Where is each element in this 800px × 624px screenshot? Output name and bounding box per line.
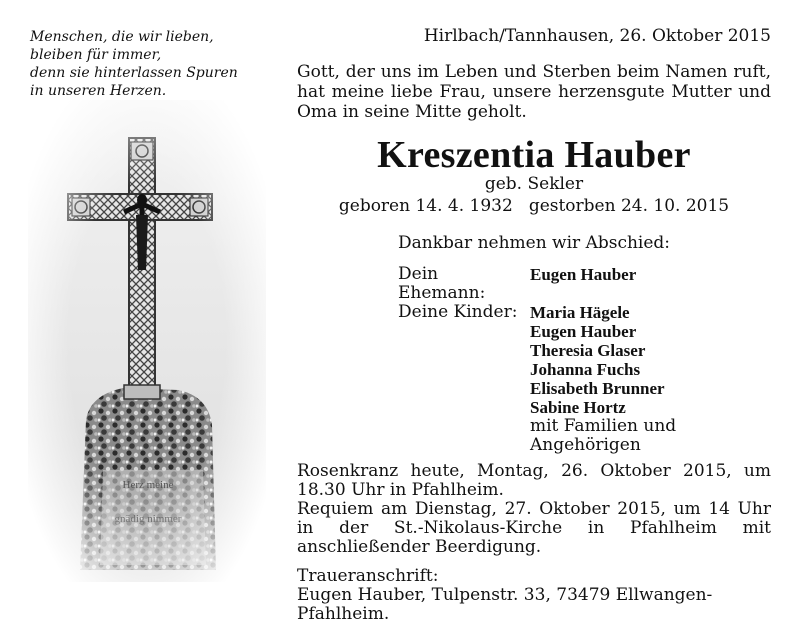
relatives-line: mit Familien und Angehörigen <box>530 416 677 455</box>
family-row <box>398 360 771 379</box>
intro-text: Gott, der uns im Leben und Sterben beim Namen ruft, hat meine liebe Frau, unsere herzensgute Mutter und Oma in seine Mitte geholt. <box>297 62 771 122</box>
thanks-line: Dankbar nehmen wir Abschied: <box>398 233 671 253</box>
death-date: gestorben 24. 10. 2015 <box>528 196 730 216</box>
cross-gravestone-image <box>28 100 266 582</box>
obituary-main <box>297 24 771 624</box>
deceased-name: Kreszentia Hauber <box>377 134 691 176</box>
rosary-text: Rosenkranz heute, Montag, 26. Oktober 2015, um 18.30 Uhr in Pfahlheim. <box>297 461 771 500</box>
child-name: Eugen Hauber <box>530 322 637 341</box>
family-row <box>398 341 771 360</box>
requiem-text: Requiem am Dienstag, 27. Oktober 2015, um 14 Uhr in der St.-Nikolaus-Kirche in Pfahlheim mit anschließender Beerdigung. <box>297 499 771 557</box>
family-row <box>398 417 771 455</box>
family-row <box>398 303 771 322</box>
address-value: Eugen Hauber, Tulpenstr. 33, 73479 Ellwangen-Pfahlheim. <box>297 585 713 624</box>
child-name: Johanna Fuchs <box>530 360 641 379</box>
family-list <box>398 265 771 455</box>
services-block <box>297 462 771 557</box>
family-row <box>398 322 771 341</box>
family-row <box>398 398 771 417</box>
memorial-quote <box>30 28 280 100</box>
child-name: Theresia Glaser <box>530 341 646 360</box>
place-date: Hirlbach/Tannhausen, 26. Oktober 2015 <box>423 26 771 46</box>
life-dates <box>297 195 771 217</box>
mourning-address <box>297 567 771 624</box>
cross-icon <box>28 100 266 582</box>
husband-name: Eugen Hauber <box>530 265 637 284</box>
birth-date: geboren 14. 4. 1932 <box>338 196 513 216</box>
family-row <box>398 265 771 303</box>
quote-line: in unseren Herzen. <box>30 83 167 99</box>
family-row <box>398 379 771 398</box>
quote-line: Menschen, die wir lieben, <box>30 29 214 45</box>
maiden-name: geb. Sekler <box>484 174 584 194</box>
quote-line: bleiben für immer, <box>30 47 162 63</box>
husband-label: Dein Ehemann: <box>398 264 486 303</box>
quote-line: denn sie hinterlassen Spuren <box>30 65 238 81</box>
address-label: Traueranschrift: <box>297 566 439 586</box>
child-name: Elisabeth Brunner <box>530 379 665 398</box>
child-name: Maria Hägele <box>530 303 630 322</box>
child-name: Sabine Hortz <box>530 398 626 417</box>
children-label: Deine Kinder: <box>398 302 518 322</box>
